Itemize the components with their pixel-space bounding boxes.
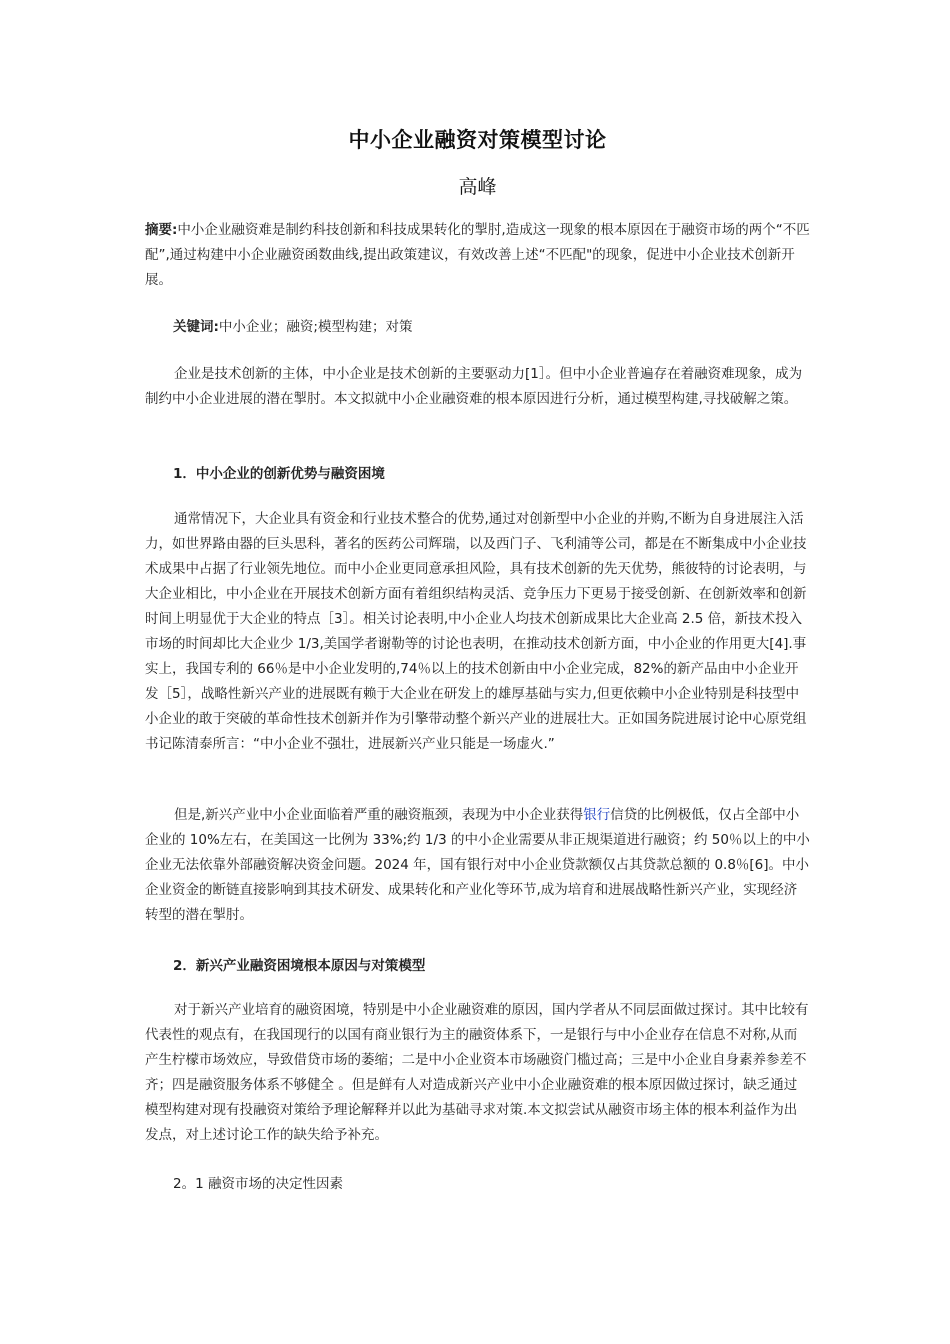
section-1-paragraph-1: 通常情况下，大企业具有资金和行业技术整合的优势,通过对创新型中小企业的并购,不断为自身进展注入活力，如世界路由器的巨头思科，著名的医药公司辉瑞，以及西门子、飞利浦等公司，都是在不断集成中小企业技术成果中占据了行业领先地位。而中小企业更同意承担风险，具有技术创新的先天优势，熊彼特的讨论表明，与大企业相比，中小企业在开展技术创新方面有着组织结构灵活、竞争压力下更易于接受创新、在创新效率和创新时间上明显优于大企业的特点［3］。相关讨论表明,中小企业人均技术创新成果比大企业高 2.5 倍，新技术投入市场的时间却比大企业少 1/3,美国学者谢勒等的讨论也表明，在推动技术创新方面，中小企业的作用更大[4].事实上，我国专利的 66％是中小企业发明的,74％以上的技术创新由中小企业完成，82%的新产品由中小企业开发［5］，战略性新兴产业的进展既有赖于大企业在研发上的雄厚基础与实力,但更依赖中小企业特别是科技型中小企业的敢于突破的革命性技术创新并作为引擎带动整个新兴产业的进展壮大。正如国务院进展讨论中心原党组书记陈清泰所言：“中小企业不强壮，进展新兴产业只能是一场虚火.” (145, 511, 807, 752)
keywords-text: 中小企业；融资;模型构建；对策 (218, 319, 413, 335)
section-1-paragraph-2 (145, 803, 810, 928)
subsection-2-1-heading: 2。1 融资市场的决定性因素 (173, 1176, 343, 1192)
abstract (145, 218, 810, 293)
author-name: 高峰 (458, 176, 497, 198)
keywords (173, 315, 810, 340)
bank-link[interactable]: 银行 (583, 807, 611, 823)
s1-p2-text-b: 信贷的比例极低，仅占全部中小企业的 10%左右，在美国这一比例为 33%;约 1/3 的中小企业需要从非正规渠道进行融资；约 50％以上的中小企业无法依靠外部融资解决资金问题。2024 年，国有银行对中小企业贷款额仅占其贷款总额的 0.8％[6]。中小企业资金的断链直接影响到其技术研发、成果转化和产业化等环节,成为培育和进展战略性新兴产业，实现经济转型的潜在掣肘。 (145, 807, 810, 923)
abstract-label: 摘要: (145, 222, 178, 238)
intro-paragraph: 企业是技术创新的主体，中小企业是技术创新的主要驱动力[1］。但中小企业普遍存在着融资难现象，成为制约中小企业进展的潜在掣肘。本文拟就中小企业融资难的根本原因进行分析，通过模型构建,寻找破解之策。 (145, 366, 803, 407)
section-2-paragraph-1: 对于新兴产业培育的融资困境，特别是中小企业融资难的原因，国内学者从不同层面做过探讨。其中比较有代表性的观点有，在我国现行的以国有商业银行为主的融资体系下，一是银行与中小企业存在信息不对称,从而产生柠檬市场效应，导致借贷市场的萎缩；二是中小企业资本市场融资门槛过高；三是中小企业自身素养参差不齐；四是融资服务体系不够健全 。但是鲜有人对造成新兴产业中小企业融资难的根本原因做过探讨，缺乏通过模型构建对现有投融资对策给予理论解释并以此为基础寻求对策.本文拟尝试从融资市场主体的根本利益作为出发点，对上述讨论工作的缺失给予补充。 (145, 1002, 809, 1143)
keywords-label: 关键词: (173, 319, 219, 335)
section-2-heading: 2．新兴产业融资困境根本原因与对策模型 (173, 958, 426, 974)
section-1-heading: 1．中小企业的创新优势与融资困境 (173, 466, 385, 482)
abstract-text: 中小企业融资难是制约科技创新和科技成果转化的掣肘,造成这一现象的根本原因在于融资市场的两个“不匹配”,通过构建中小企业融资函数曲线,提出政策建议，有效改善上述“不匹配"的现象，促进中小企业技术创新开展。 (145, 222, 810, 288)
s1-p2-text-a: 但是,新兴产业中小企业面临着严重的融资瓶颈，表现为中小企业获得 (174, 807, 584, 823)
paper-title: 中小企业融资对策模型讨论 (348, 128, 607, 152)
